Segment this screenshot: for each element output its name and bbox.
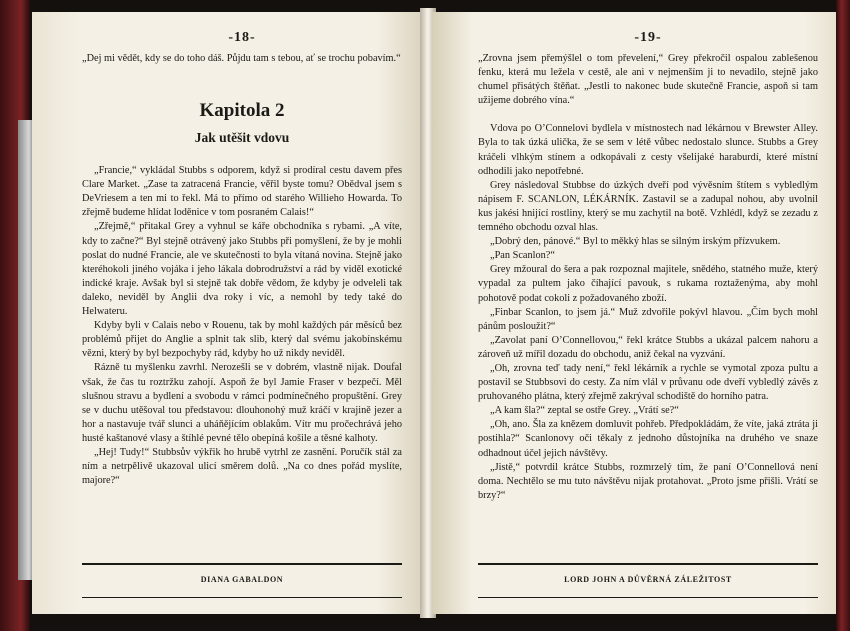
paragraph: „Oh, ano. Šla za knězem domluvit pohřeb. Předpokládám, že víte, jaká ztráta ji postihla?“ Scanlonovy oči těkaly z jednoho důstojníka na druhého ve snaze odhadnout účel jejich návštěvy. xyxy=(478,419,818,459)
page-number-right: -19- xyxy=(634,30,662,45)
footer-rule xyxy=(82,597,402,598)
paragraph: „Dobrý den, pánové.“ Byl to měkký hlas se silným irským přízvukem. xyxy=(490,236,781,248)
page-number-left: -18- xyxy=(228,30,256,45)
paragraph: Vdova po O’Connelovi bydlela v místnostech nad lékárnou v Brewster Alley. Byla to tak úzká ulička, že se sem v létě vůbec nedostalo slunce. Stubbs a Grey kráčeli vlhkým stínem a odkopávali z cesty všelijaké haraburdí, které místní odhodili jako nepotřebné. xyxy=(478,123,818,177)
footer-rule xyxy=(478,597,818,598)
paragraph: „Pan Scanlon?“ xyxy=(490,250,555,262)
running-footer-left xyxy=(82,563,402,598)
opening-paragraph-right: „Zrovna jsem přemýšlel o tom převelení,“ Grey překročil ospalou zablešenou fenku, která mu ležela v cestě, ale ani v nejmenším ji to nevadilo, stejně jako chumel přisátých štěňat. „Jestli to nakonec bude skutečně Francie, aspoň si tam užijeme dobrého vína.“ xyxy=(478,53,818,107)
paragraph: „Zřejmě,“ přitakal Grey a vyhnul se káře obchodníka s rybami. „A víte, kdy to začne?“ Byl stejně otrávený jako Stubbs při pomyšlení, že by je mohli poslat do nudné Francie, ale ve skutečnosti to byla vítaná novina. Stejně jako kteréhokoli jiného vojáka i jeho lákala dobrodružství a rád by viděl exotické indické kraje. Avšak byl si stejně tak dobře vědom, že kdyby je odveleli tak daleko, neviděl by Anglii dva roky i víc, a nemohl by tedy také do Helwateru. xyxy=(82,221,402,318)
paragraph: „Oh, zrovna teď tady není,“ řekl lékárník a rychle se vymotal zpoza pultu a postavil se Stubbsovi do cesty. Za ním vlál v průvanu ode dveří vybledlý závěs z pruhovaného plátna, který zřejmě zakrýval schodiště do horního patra. xyxy=(478,362,818,403)
paragraph: „Francie,“ vykládal Stubbs s odporem, když si prodíral cestu davem přes Clare Market. „Zase ta zatracená Francie, věřil byste tomu? Obědval jsem s DeVriesem a ten mi to řekl. Má to přímo od starého Willieho Howarda. To zřejmě budeme hlídat loděnice v tom posraném Calais!“ xyxy=(82,165,402,219)
footer-rule xyxy=(82,563,402,565)
right-page xyxy=(432,12,836,614)
paragraph: Rázně tu myšlenku zavrhl. Nerozešli se v dobrém, vlastně nijak. Doufal však, že čas tu roztržku zahojí. Aspoň že byl Jamie Fraser v bezpečí. Měl slušnou stravu a bydlení a svobodu v rámci podmínečného propuštění. Grey se v duchu utěšoval tou představou: dlouhonohý muž kráčí v krajině jezer a hor a nastavuje tvář slunci a uháňějícím oblakům. Vítr mu pročechrává jeho husté kaštanové vlasy a štíhlé pevné tělo obepíná košile a těsné kalhoty. xyxy=(82,362,402,444)
paragraph: „Jistě,“ potvrdil krátce Stubbs, rozmrzelý tím, že paní O’Connellová není doma. Nechtělo se mu tuto návštěvu nijak protahovat. „Proto jsme přišli. Vrátí se brzy?“ xyxy=(478,461,818,501)
paragraph: Grey následoval Stubbse do úzkých dveří pod vývěsním štítem s vybledlým nápisem F. SCANLON, LÉKÁRNÍK. Zastavil se a zadupal nohou, aby uvolnil kus jakési hnijící rostliny, který se mu zachytil na botě. Vzhlédl, když se zezadu z temného obchodu ozval hlas. xyxy=(478,179,818,234)
book-cover-right-edge xyxy=(836,0,850,631)
left-page-text xyxy=(82,52,402,488)
footer-book-title: LORD JOHN A DŮVĚRNÁ ZÁLEŽITOST xyxy=(564,575,732,584)
footer-rule xyxy=(478,563,818,565)
paragraph: Kdyby byli v Calais nebo v Rouenu, tak by mohl každých pár měsíců bez problémů přijet do Anglie a splnit tak slib, který dal svému jakobínskému vězni, který by byl bezpochyby rád, kdyby ho už nikdy neviděl. xyxy=(82,320,402,360)
paragraph: „Finbar Scanlon, to jsem já.“ Muž zdvořile pokývl hlavou. „Čím bych mohl pánům posloužit?“ xyxy=(478,306,818,332)
chapter-title: Kapitola 2 xyxy=(199,100,285,122)
left-page xyxy=(32,12,424,614)
right-page-text xyxy=(478,52,818,503)
opening-paragraph-left: „Dej mi vědět, kdy se do toho dáš. Půjdu tam s tebou, ať se trochu pobavím.“ xyxy=(82,53,401,64)
paragraph: Grey mžoural do šera a pak rozpoznal majitele, snědého, statného muže, který vypadal za pultem jako číhající pavouk, s rukama roztaženýma, aby mohl pohotově podat cokoli z požadovaného zboží. xyxy=(478,264,818,304)
paragraph: „Zavolat paní O’Connellovou,“ řekl krátce Stubbs a ukázal palcem nahoru a zároveň už mířil dozadu do obchodu, aniž čekal na vyzvání. xyxy=(478,334,818,360)
footer-author: DIANA GABALDON xyxy=(200,575,284,584)
running-footer-right xyxy=(478,563,818,598)
paragraph: „Hej! Tudy!“ Stubbsův výkřik ho hrubě vytrhl ze zasnění. Poručík stál za ním a netrpělivě ukazoval ulicí směrem dolů. „Na co dnes pořád myslíte, majore?“ xyxy=(82,446,402,487)
chapter-subtitle: Jak utěšit vdovu xyxy=(194,130,290,146)
paragraph: „A kam šla?“ zeptal se ostře Grey. „Vrátí se?“ xyxy=(490,405,679,417)
